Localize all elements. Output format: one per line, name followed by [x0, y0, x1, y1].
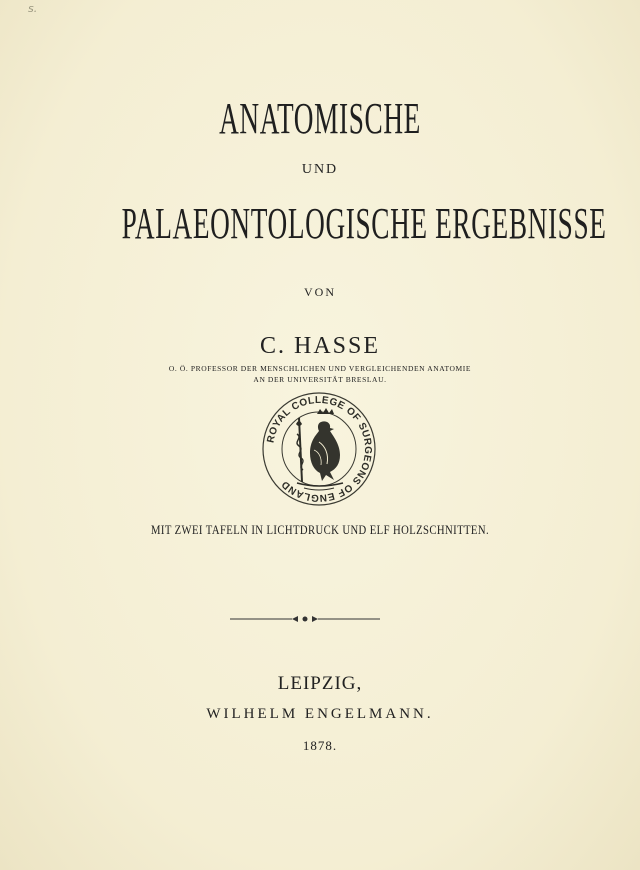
subtitle-plates: MIT ZWEI TAFELN IN LICHTDRUCK UND ELF HOLZSCHNITTEN.: [150, 522, 490, 537]
imprint-publisher: WILHELM ENGELMANN.: [206, 706, 434, 722]
ornamental-rule: [230, 614, 380, 624]
title-connector: UND: [301, 162, 339, 177]
author-name: C. HASSE: [259, 333, 381, 359]
byline-von: VON: [304, 285, 336, 299]
author-affiliation-line-2: AN DER UNIVERSITÄT BRESLAU.: [253, 375, 387, 384]
title-line-1: ANATOMISCHE: [219, 94, 421, 143]
corner-mark: s.: [28, 2, 38, 15]
imprint-year: 1878.: [302, 738, 338, 753]
eagle-seal-icon: [259, 390, 379, 508]
title-line-2: PALAEONTOLOGISCHE ERGEBNISSE: [121, 199, 607, 248]
seal-inscription: ROYAL COLLEGE OF SURGEONS OF ENGLAND: [265, 394, 374, 504]
author-affiliation-line-1: O. Ö. PROFESSOR DER MENSCHLICHEN UND VERGLEICHENDEN ANATOMIE: [168, 364, 472, 373]
imprint-place: LEIPZIG,: [277, 673, 363, 694]
